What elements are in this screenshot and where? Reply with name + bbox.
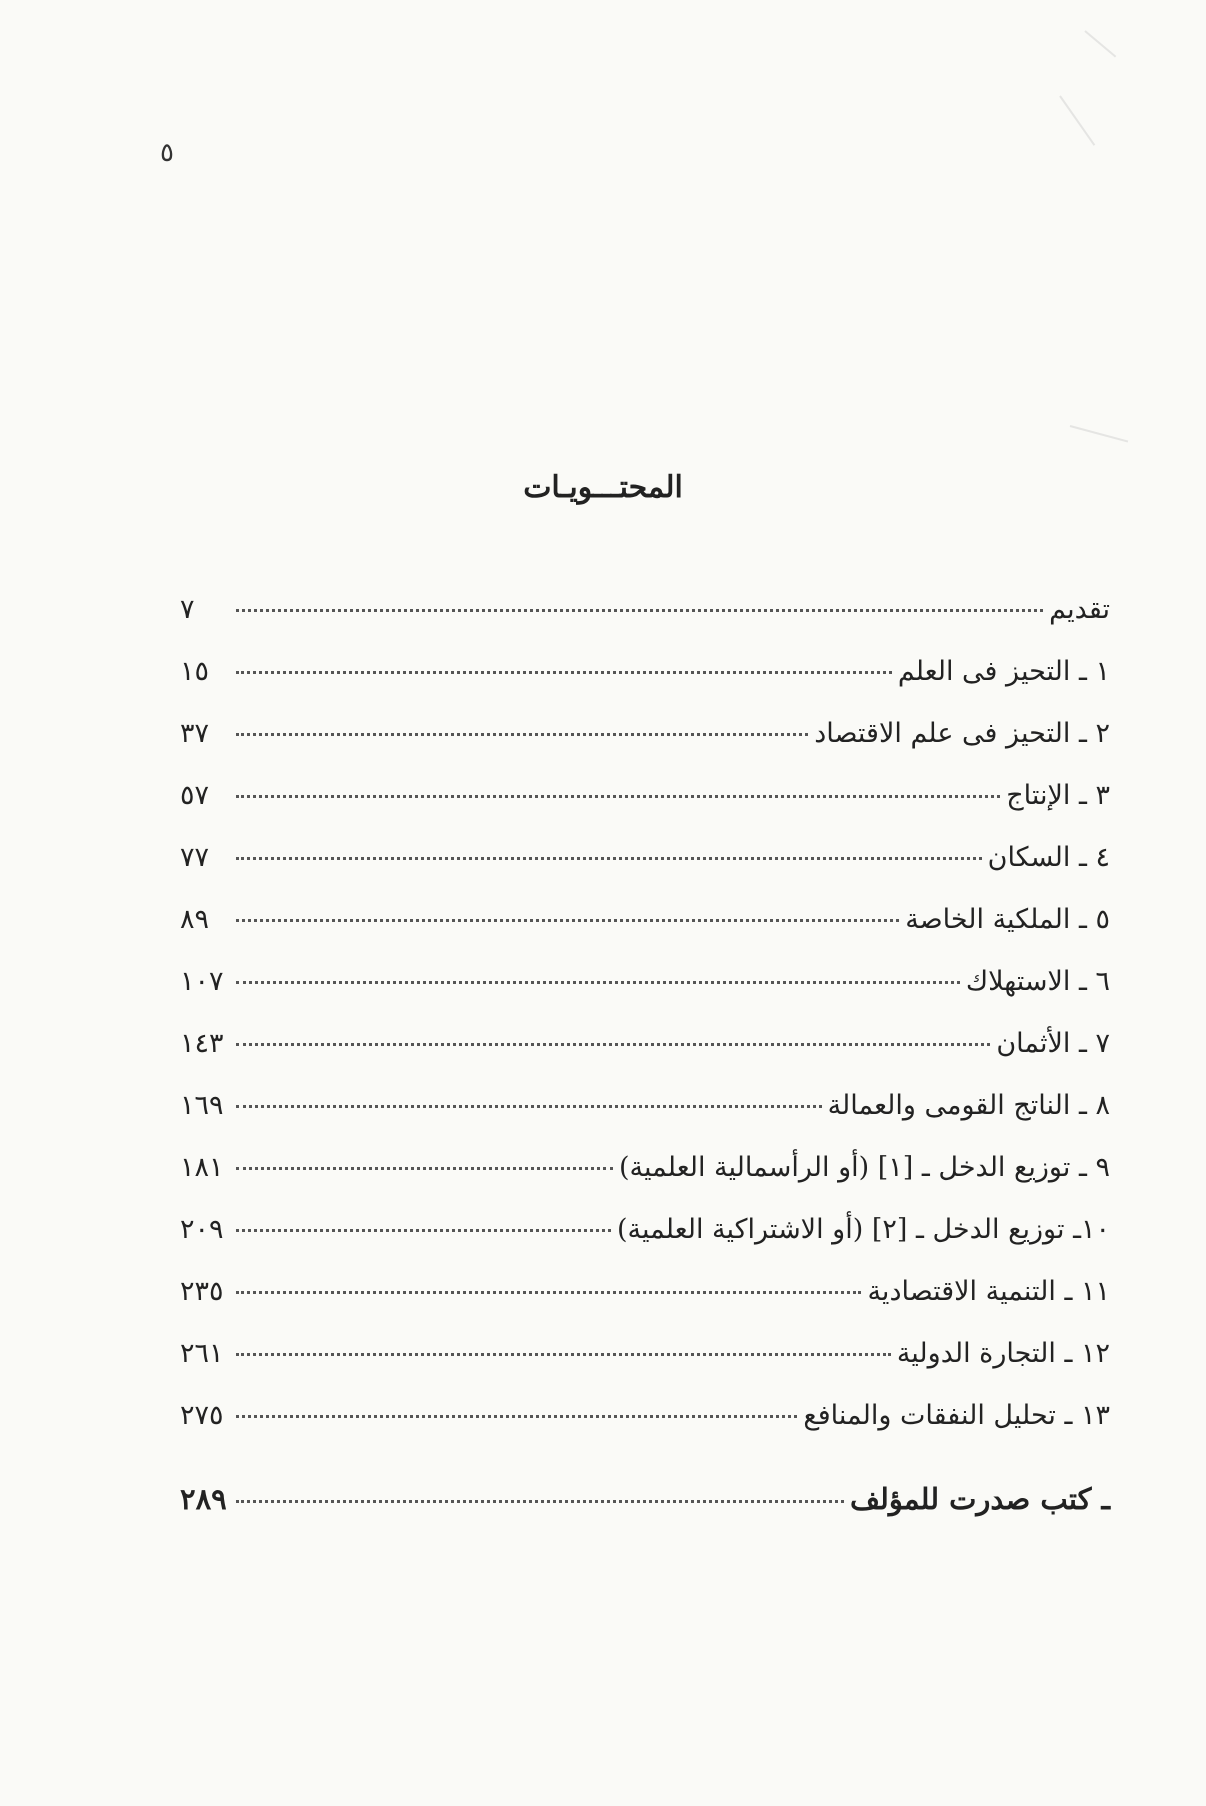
scan-mark: [1070, 425, 1128, 442]
dot-leader: [236, 1353, 891, 1356]
toc-entry-8: [180, 1090, 1110, 1152]
toc-entry-title: ٩ ـ توزيع الدخل ـ [١] (أو الرأسمالية العلمية): [619, 1152, 1110, 1183]
toc-entry-title: ١ ـ التحيز فى العلم: [897, 656, 1110, 687]
toc-entry-page: ١٠٧: [180, 966, 224, 997]
toc-entry-9: [180, 1152, 1110, 1214]
scan-mark: [1059, 95, 1095, 145]
dot-leader: [236, 671, 892, 674]
toc-entry-page: ٧٧: [180, 842, 210, 873]
toc-entry-page: ١٦٩: [180, 1090, 224, 1121]
dot-leader: [236, 1291, 861, 1294]
toc-entry-10: [180, 1214, 1110, 1276]
toc-entry-2: [180, 718, 1110, 780]
toc-entry-page: ٢٧٥: [180, 1400, 224, 1431]
dot-leader: [236, 981, 960, 984]
dot-leader: [236, 1415, 797, 1418]
toc-entry-page: ٢٦١: [180, 1338, 224, 1369]
dot-leader: [236, 1043, 990, 1046]
toc-entry-5: [180, 904, 1110, 966]
toc-entry-page: ١٤٣: [180, 1028, 224, 1059]
toc-entry-page: ٥٧: [180, 780, 210, 811]
toc-entry-title: ١١ ـ التنمية الاقتصادية: [867, 1276, 1110, 1307]
toc-entry-page: ٧: [180, 594, 195, 625]
toc-entry-title: ٥ ـ الملكية الخاصة: [905, 904, 1110, 935]
toc-entry-13: [180, 1400, 1110, 1462]
toc-entry-1: [180, 656, 1110, 718]
toc-entry-title: ٦ ـ الاستهلاك: [965, 966, 1110, 997]
table-of-contents: [180, 594, 1110, 1544]
dot-leader: [236, 609, 1043, 612]
toc-entry-title: ٣ ـ الإنتاج: [1006, 780, 1110, 811]
toc-entry-title: ١٠ـ توزيع الدخل ـ [٢] (أو الاشتراكية العلمية): [617, 1214, 1110, 1245]
toc-entry-page: ٢٠٩: [180, 1214, 224, 1245]
toc-entry-4: [180, 842, 1110, 904]
dot-leader: [236, 919, 899, 922]
toc-entry-page: ٢٨٩: [180, 1482, 227, 1516]
toc-entry-12: [180, 1338, 1110, 1400]
page-number: ٥: [160, 138, 174, 168]
page-title: المحتـــويـات: [523, 470, 683, 505]
dot-leader: [236, 1167, 613, 1170]
toc-entry-6: [180, 966, 1110, 1028]
toc-entry-7: [180, 1028, 1110, 1090]
toc-entry-page: ١٨١: [180, 1152, 224, 1183]
dot-leader: [236, 733, 808, 736]
scan-mark: [1084, 30, 1116, 57]
toc-entry-page: ١٥: [180, 656, 210, 687]
dot-leader: [236, 795, 1000, 798]
toc-entry-11: [180, 1276, 1110, 1338]
toc-entry-title: ١٣ ـ تحليل النفقات والمنافع: [803, 1400, 1110, 1431]
dot-leader: [236, 1500, 844, 1503]
dot-leader: [236, 1229, 611, 1232]
toc-entry-title: ١٢ ـ التجارة الدولية: [896, 1338, 1110, 1369]
toc-entry-page: ٣٧: [180, 718, 210, 749]
toc-entry-title: تقديم: [1049, 594, 1110, 625]
dot-leader: [236, 1105, 822, 1108]
toc-entry-title: ٢ ـ التحيز فى علم الاقتصاد: [814, 718, 1110, 749]
toc-entry-page: ٢٣٥: [180, 1276, 224, 1307]
toc-entry-3: [180, 780, 1110, 842]
toc-entry-title: ٤ ـ السكان: [987, 842, 1110, 873]
toc-entry-0: [180, 594, 1110, 656]
toc-entry-page: ٨٩: [180, 904, 210, 935]
toc-entry-title: ـ كتب صدرت للمؤلف: [849, 1482, 1110, 1516]
toc-entry-author-books: [180, 1482, 1110, 1544]
dot-leader: [236, 857, 982, 860]
toc-entry-title: ٨ ـ الناتج القومى والعمالة: [827, 1090, 1110, 1121]
toc-entry-title: ٧ ـ الأثمان: [996, 1028, 1110, 1059]
